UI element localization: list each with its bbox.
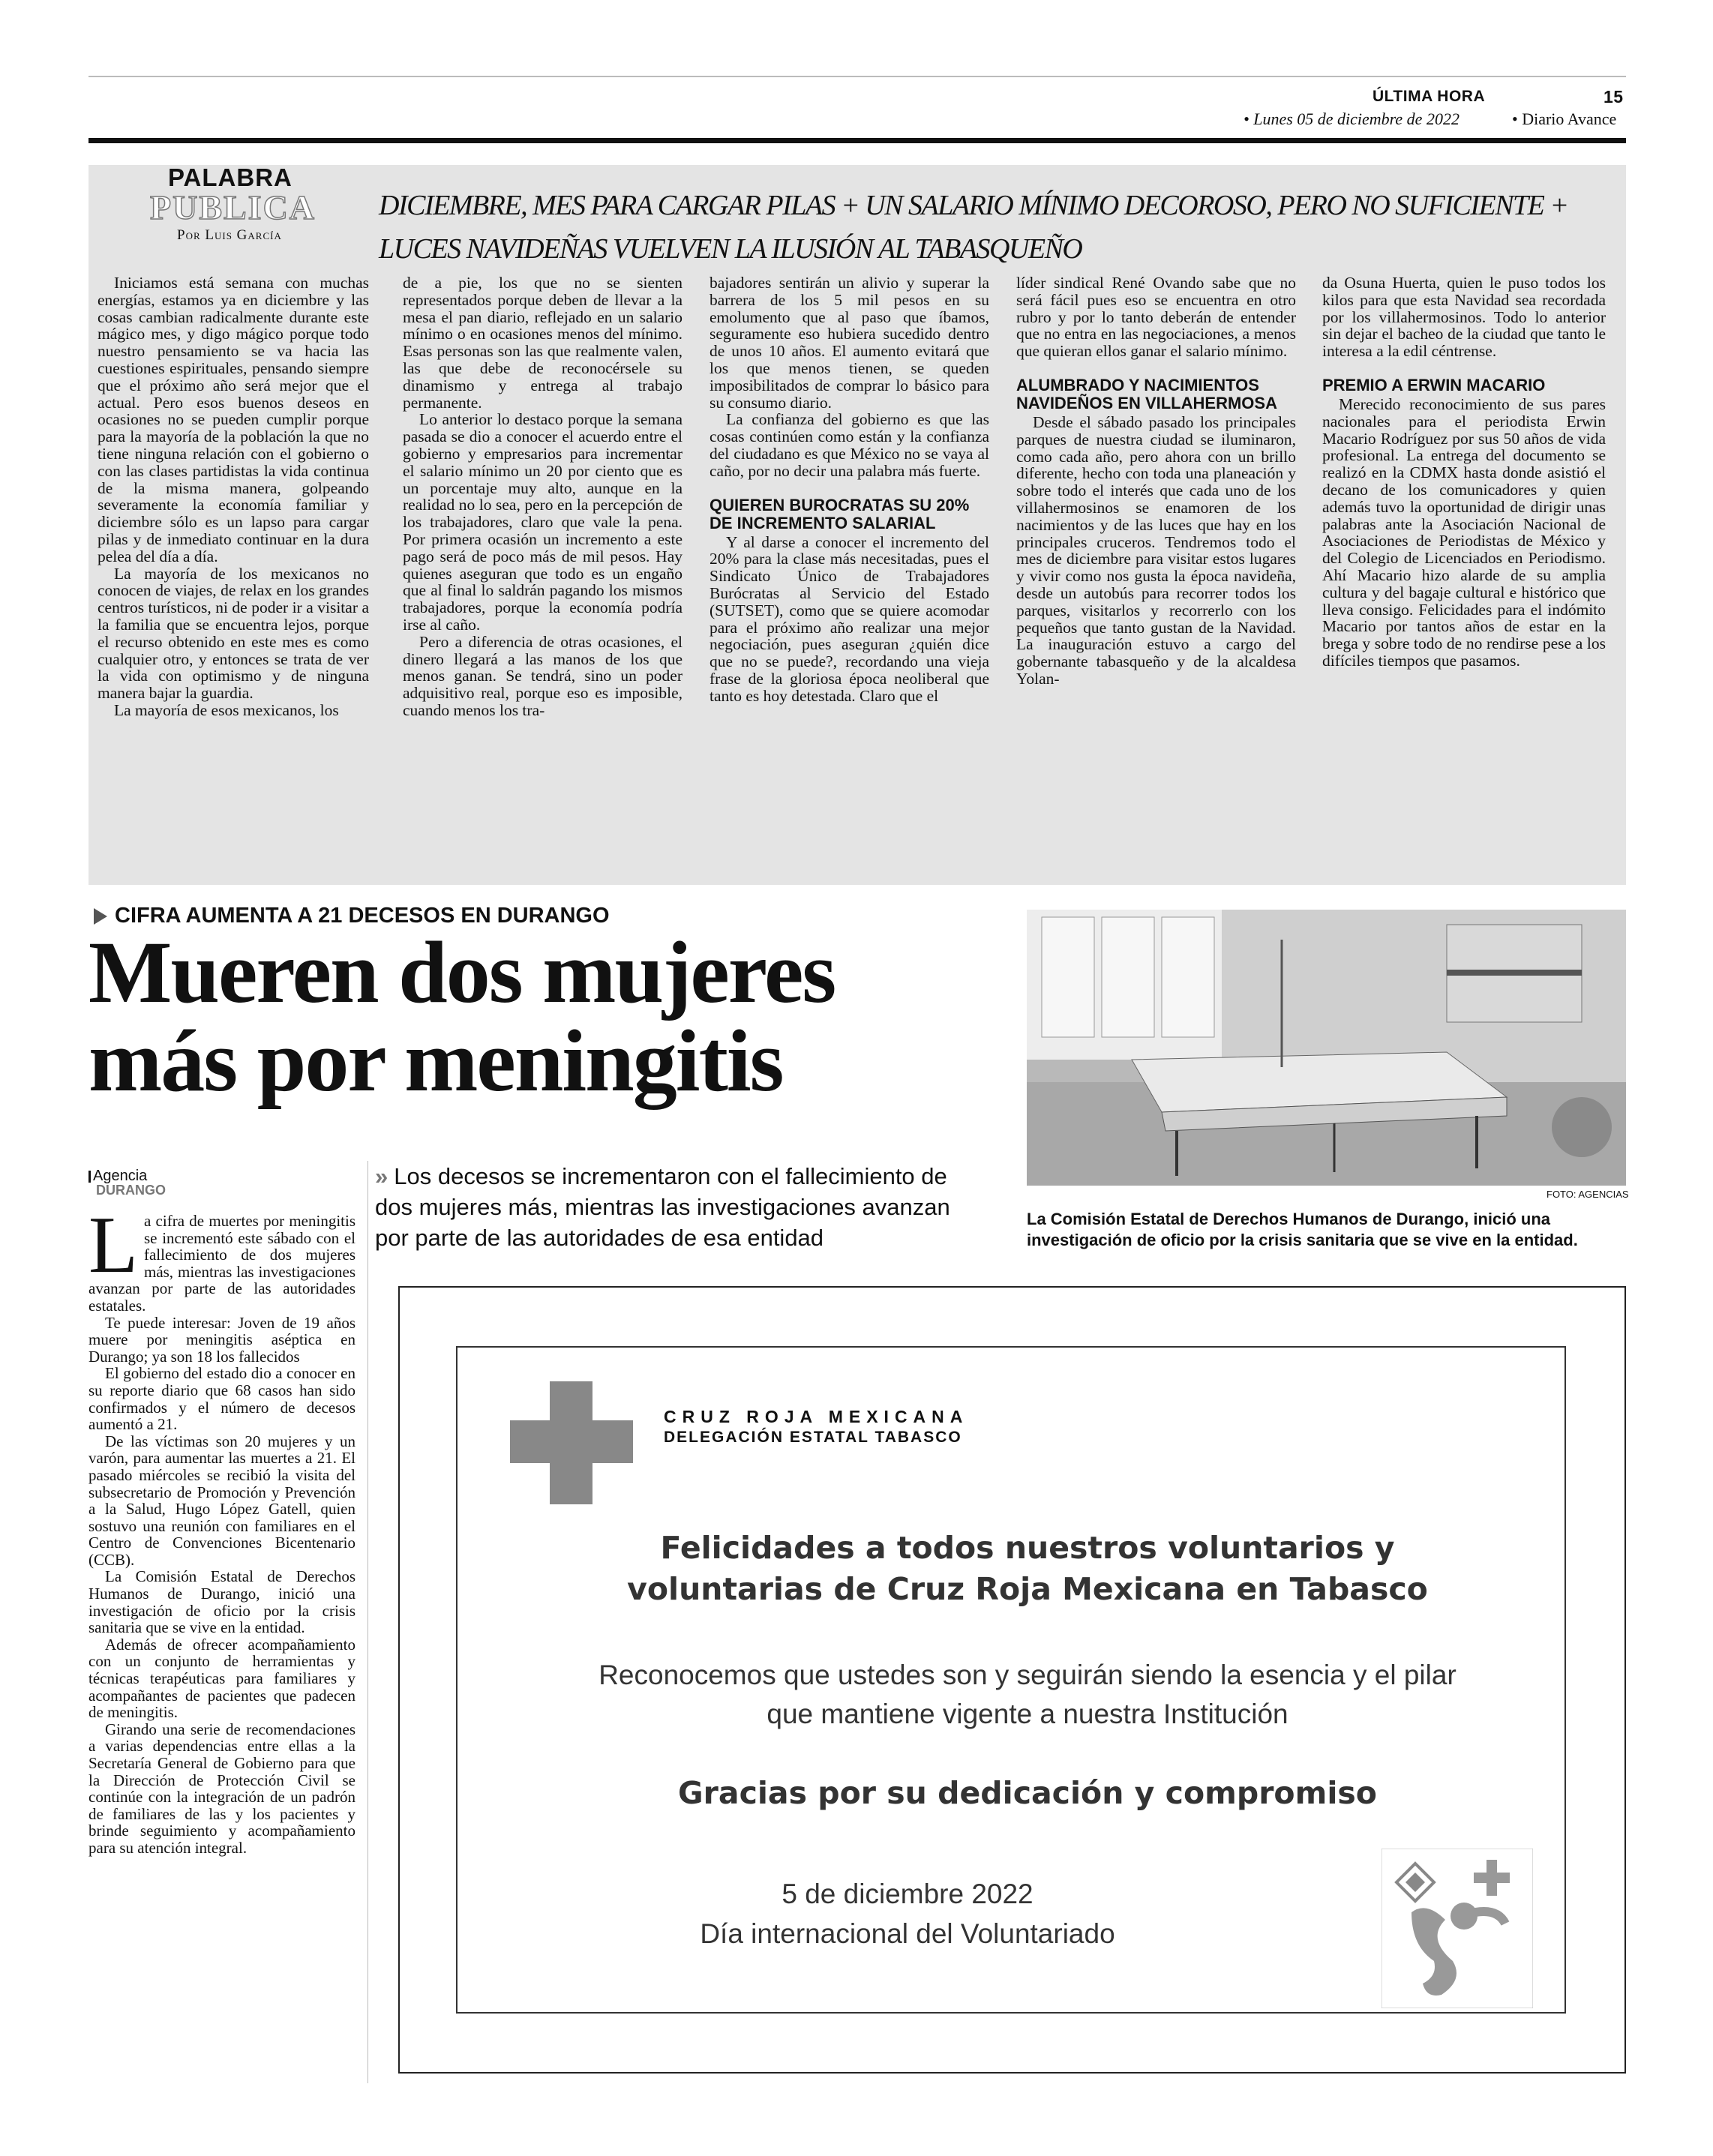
column-subhead: QUIEREN BUROCRATAS SU 20% DE INCREMENTO SALARIAL [710,495,970,532]
headline-line: Mueren dos mujeres [88,923,836,1021]
kicker-text: CIFRA AUMENTA A 21 DECESOS EN DURANGO [115,904,610,928]
header-rule [88,138,1626,143]
column-subhead: PREMIO A ERWIN MACARIO [1322,375,1546,394]
agency-name: Agencia [93,1168,148,1184]
top-divider [88,76,1626,77]
headline-line: más por meningitis [88,1012,783,1110]
column-byline: Por Luis García [177,227,282,243]
paragraph: Pero a diferencia de otras ocasiones, el dinero llegará a las manos de los que menos ganan. Se tendrá, sino un poder adquisitivo real, porque eso es imposible, cuando menos los tra- [403,632,682,719]
paragraph: Desde el sábado pasado los principales parques de nuestra ciudad se iluminaron, como cada año, pero ahora con un brillo diferente, hecho con toda una planeación y sobre todo el interés que cada uno de los villahermosinos se enamoren de los nacimientos y de las luces que hay en los principales cruceros. Tendremos todo el mes de diciembre para visitar estos lugares y vivir como nos gusta la época navideña, desde un autobús para recorrer todos los parques, visitarlos y recorrerlo con los pequeños que tanto gustan de la Navidad. La inauguración estuvo a cargo del gobernante tabasqueño y de la alcaldesa Yolan- [1016,412,1296,688]
paragraph: Te puede interesar: Joven de 19 años muere por meningitis aséptica en Durango; ya son 18 los fallecidos [88,1313,356,1366]
column-headline: DICIEMBRE, MES PARA CARGAR PILAS + UN SALARIO MÍNIMO DECOROSO, PERO NO SUFICIENTE + LUCES NAVIDEÑAS VUELVEN LA ILUSIÓN AL TABASQUEÑO [379,190,1568,265]
paragraph: El gobierno del estado dio a conocer en su reporte diario que 68 casos han sido confirmados y el número de decesos aumentó a 21. [88,1364,356,1434]
ad-org-delegation: DELEGACIÓN ESTATAL TABASCO [664,1429,962,1446]
paragraph: La Comisión Estatal de Derechos Humanos de Durango, inició una investigación de oficio por la crisis sanitaria que se vive en la entidad. [88,1567,356,1637]
paragraph: De las víctimas son 20 mujeres y un varón, para aumentar las muertes a 21. El pasado miércoles se recibió la visita del subsecretario de Promoción y Prevención a la Salud, Hugo López Gatell, quien sostuvo una reunión con familiares en el Centro de Convenciones Bicentenario (CCB). [88,1432,356,1569]
column-text-3 [710,274,989,705]
column-subhead: ALUMBRADO Y NACIMIENTOS NAVIDEÑOS EN VILLAHERMOSA [1016,375,1277,412]
ad-body-1: Reconocemos que ustedes son y seguirán siendo la esencia y el pilar [598,1660,1456,1690]
story-body [88,1201,356,1857]
page-number: 15 [1604,87,1624,106]
story-city: DURANGO [96,1183,166,1198]
agency-marker [88,1171,91,1183]
paragraph: Merecido reconocimiento de sus pares nacionales para el periodista Erwin Macario Rodríguez por sus 50 años de vida profesional. La entrega del documento se realizó en la CDMX hasta donde asistió el decano de los comunicadores y quien además tuvo la oportunidad de dirigir unas palabras ante la Asociación Nacional de Asociaciones de Periodistas de México y del Colegio de Licenciados en Periodismo. Ahí Macario hizo alarde de su amplia cultura y del bagaje cultural e histórico que lleva consigo. Felicidades para el indómito Macario por tantos años de estar en la brega y sobre todo de no rendirse pese a los difíciles tiempos que pasamos. [1322,394,1606,670]
ad-headline-1: Felicidades a todos nuestros voluntarios y [660,1530,1395,1566]
story-deck [375,1161,990,1253]
column-logo-top: PALABRA [168,163,292,191]
ad-body-2: que mantiene vigente a nuestra Institución [766,1699,1288,1729]
column-text-2 [403,274,682,719]
column-logo-bottom: PUBLICA [150,188,316,226]
paragraph: Lo anterior lo destaco porque la semana pasada se dio a conocer el acuerdo entre el gobierno y empresarios para incrementar el salario mínimo un 20 por ciento que es un porcentaje muy alto, aunque en la realidad no lo sea, pero en la percepción de los trabajadores, claro que vale la pena. Por primera ocasión un incremento a este pago será de poco más de mil pesos. Hay quienes aseguran que todo es un engaño que al final lo saldrán pagando los mismos trabajadores, porque la economía podría irse al caño. [403,410,682,634]
column-text-5 [1322,274,1606,670]
issue-date: • Lunes 05 de diciembre de 2022 [1244,109,1460,128]
hospital-room-illustration [1027,910,1626,1186]
red-cross-icon-bar [510,1420,633,1463]
photo-caption: La Comisión Estatal de Derechos Humanos de Durango, inició una investigación de oficio por la crisis sanitaria que se vive en la entidad. [1027,1210,1578,1249]
hospital-photo [1027,910,1626,1186]
column-text-4 [1016,274,1296,688]
volunteer-logo-icon [1382,1849,1533,2008]
paragraph: La confianza del gobierno es que las cosas continúen como están y la confianza del ciudadano es que México no se vaya al caño, por no decir una palabra más fuerte. [710,410,989,480]
ad-occasion: Día internacional del Voluntariado [700,1918,1115,1949]
paragraph: Y al darse a conocer el incremento del 20% para la clase más necesitadas, pues el Sindicato Único de Trabajadores Burócratas al Servicio del Estado (SUTSET), como que se quiere acomodar para el próximo año realizar una mejor negociación, pues aseguran ¿quién dice que no se puede?, recordando una vieja frase de la gloriosa época neoliberal que tanto es hoy detestada. Claro que el [710,532,989,705]
quote-arrow-icon: » [375,1163,388,1189]
paragraph: líder sindical René Ovando sabe que no será fácil pues eso se encuentra en otro rubro y por lo tanto deberán de entender que no entra en las negociaciones, a menos que quieran ellos ganar el salario mínimo. [1016,274,1296,361]
paper-name: • Diario Avance [1512,109,1617,128]
paragraph: a cifra de muertes por meningitis se incrementó este sábado con el fallecimiento de dos mujeres más, mientras las investigaciones avanzan por parte de las autoridades estatales. [88,1212,356,1315]
paragraph: Además de ofrecer acompañamiento con un conjunto de herramientas y técnicas terapéuticas para familiares y acompañantes de pacientes que padecen de meningitis. [88,1635,356,1722]
deck-text: Los decesos se incrementaron con el fallecimiento de dos mujeres más, mientras las investigaciones avanzan por parte de las autoridades de esa entidad [375,1163,950,1251]
paragraph: La mayoría de los mexicanos no conocen de viajes, de relax en los grandes centros turísticos, ni de poder ir a visitar a la familia que se encuentra lejos, porque el recurso obtenido en este mes es como cualquier otro, y entonces se trata de ver la vida con optimismo y de ninguna manera bajar la guardia. [98,564,369,703]
paragraph: Girando una serie de recomendaciones a varias dependencias entre ellas a la Secretaría General de Gobierno para que la Dirección de Protección Civil se continúe con la integración de un padrón de familiares de las y los pacientes y brinde seguimiento y acompañamiento para su atención integral. [88,1720,356,1857]
ad-org-name: CRUZ ROJA MEXICANA [664,1407,969,1426]
paragraph: da Osuna Huerta, quien le puso todos los kilos para que esta Navidad sea recordada por los villahermosinos. Todo lo anterior sin dejar el bacheo de la ciudad que tanto le interesa a la edil céntrense. [1322,274,1606,361]
ad-thanks: Gracias por su dedicación y compromiso [678,1775,1377,1811]
section-label: ÚLTIMA HORA [1372,88,1486,105]
paragraph: bajadores sentirán un alivio y superar la barrera de los 5 mil pesos en su emolumento que al paso que íbamos, seguramente eso hubiera sucedido dentro de unos 10 años. El aumento evitará que los que menos tienen, se queden imposibilitados de comprar lo básico para su consumo diario. [710,274,989,412]
photo-credit: FOTO: AGENCIAS [1546,1189,1629,1200]
story-headline [88,923,1004,1110]
column-text-1 [98,274,369,719]
paragraph: Iniciamos está semana con muchas energías, estamos ya en diciembre y las cosas cambian radicalmente durante este mágico mes, y digo mágico porque todo nuestro pensamiento se va hacia las cuestiones espirituales, pensando siempre que el próximo año será mejor que el actual. Pero esos buenos deseos en ocasiones no se pueden cumplir porque para la mayoría de la población la que no tiene ninguna relación con el gobierno o con las clases partidistas la vida continua de la misma manera, golpeando severamente la economía familiar y diciembre sólo es un lapso para cargar pilas y de inmediato continuar en la dura pelea del día a día. [98,274,369,565]
ad-date: 5 de diciembre 2022 [782,1879,1034,1909]
paragraph: de a pie, los que no se sienten representados porque deben de llevar a la mesa el pan diario, reflejado en un salario mínimo o en ocasiones menos del mínimo. Esas personas son las que realmente valen, las que debe de reconocérsele su dinamismo y entrega al trabajo permanente. [403,274,682,412]
ad-headline-2: voluntarias de Cruz Roja Mexicana en Tabasco [627,1571,1428,1607]
drop-cap: L [88,1201,138,1290]
paragraph: La mayoría de esos mexicanos, los [114,700,339,719]
